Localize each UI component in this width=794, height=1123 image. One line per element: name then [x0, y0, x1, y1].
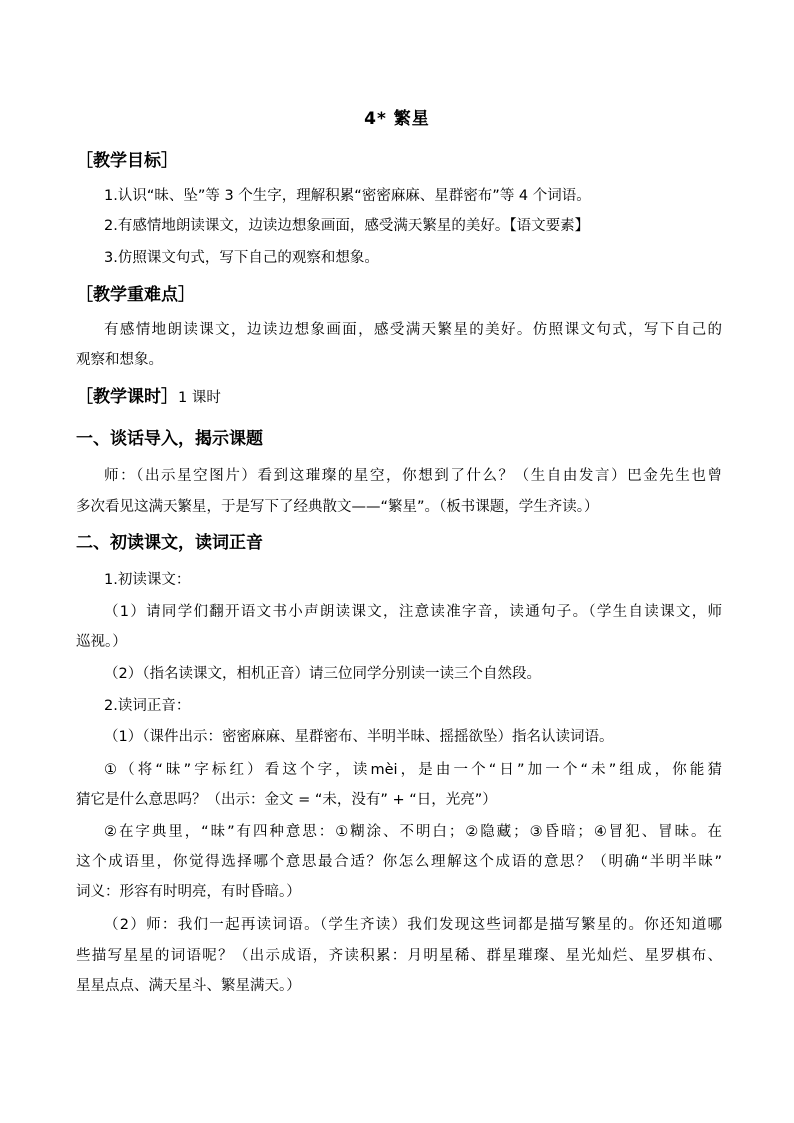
paragraph-line: 猜它是什么意思吗？（出示：金文 = “未，没有” + “日，光亮”）: [76, 792, 497, 808]
paragraph-line: 多次看见这满天繁星，于是写下了经典散文——“繁星”。（板书课题，学生齐读。）: [76, 499, 599, 515]
page-title: 4* 繁星: [364, 109, 430, 129]
paragraph-line: 词义：形容有时明亮，有时昏暗。）: [76, 884, 301, 900]
paragraph-line: 些描写星星的词语呢？（出示成语，齐读积累：月明星稀、群星璀璨、星光灿烂、星罗棋布、: [76, 948, 722, 964]
paragraph-line: ①（将“昧”字标红）看这个字，读mèi，是由一个“日”加一个“未”组成，你能猜: [104, 762, 722, 778]
hours-label: ［教学课时］: [76, 387, 178, 407]
paragraph-line: 2.读词正音：: [104, 698, 191, 714]
paragraph-line: （1）（课件出示：密密麻麻、星群密布、半明半昧、摇摇欲坠）指名认读词语。: [104, 729, 614, 745]
section-heading-hours: [76, 386, 221, 409]
goal-item: 2.有感情地朗读课文，边读边想象画面，感受满天繁星的美好。【语文要素】: [104, 218, 590, 234]
paragraph-line: 有感情地朗读课文，边读边想象画面，感受满天繁星的美好。仿照课文句式，写下自己的: [104, 322, 722, 338]
paragraph-line: （2）（指名读课文，相机正音）请三位同学分别读一读三个自然段。: [104, 666, 541, 682]
goal-item: 1.认识“昧、坠”等 3 个生字，理解积累“密密麻麻、星群密布”等 4 个词语。: [104, 188, 591, 204]
paragraph-line: 星星点点、满天星斗、繁星满天。）: [76, 978, 301, 994]
paragraph-line: 观察和想象。: [76, 352, 163, 368]
paragraph-line: ②在字典里，“昧”有四种意思：①糊涂、不明白；②隐藏；③昏暗；④冒犯、冒昧。在: [104, 824, 722, 840]
paragraph-line: 巡视。）: [76, 634, 127, 650]
paragraph-line: 师：（出示星空图片）看到这璀璨的星空，你想到了什么？（生自由发言）巴金先生也曾: [104, 468, 722, 484]
paragraph-line: 这个成语里，你觉得选择哪个意思最合适？你怎么理解这个成语的意思？（明确“半明半昧”: [76, 854, 722, 870]
paragraph-line: 1.初读课文：: [104, 572, 191, 588]
section-heading-part2: 二、初读课文，读词正音: [76, 533, 263, 553]
paragraph-line: （2）师：我们一起再读词语。（学生齐读）我们发现这些词都是描写繁星的。你还知道哪: [104, 917, 722, 933]
section-heading-difficulties: ［教学重难点］: [76, 285, 195, 305]
paragraph-line: （1）请同学们翻开语文书小声朗读课文，注意读准字音，读通句子。（学生自读课文，师: [104, 604, 722, 620]
goal-item: 3.仿照课文句式，写下自己的观察和想象。: [104, 250, 379, 266]
section-heading-part1: 一、谈话导入，揭示课题: [76, 429, 263, 449]
hours-value: 1 课时: [178, 390, 221, 406]
section-heading-goals: ［教学目标］: [76, 151, 178, 171]
